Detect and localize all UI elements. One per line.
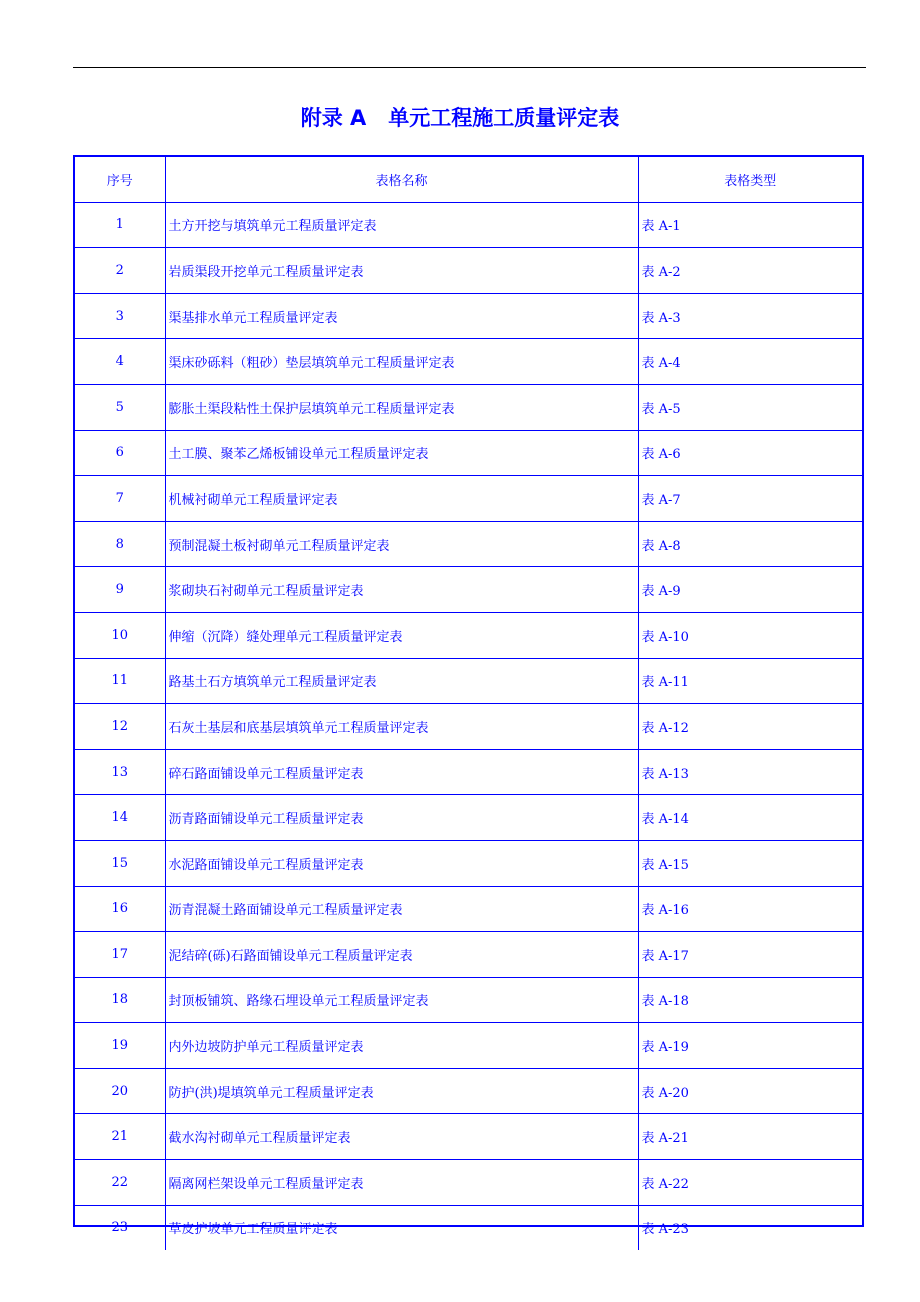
table-row [75,293,862,339]
row-form-name: 伸缩（沉降）缝处理单元工程质量评定表 [165,612,638,658]
row-seq: 13 [75,749,165,795]
row-form-type: 表 A-23 [638,1205,862,1250]
row-form-type: 表 A-22 [638,1160,862,1206]
row-seq: 14 [75,795,165,841]
table-row [75,749,862,795]
row-form-type: 表 A-2 [638,248,862,294]
row-seq: 15 [75,840,165,886]
row-seq: 7 [75,476,165,522]
row-seq: 18 [75,977,165,1023]
row-seq: 1 [75,202,165,248]
row-seq: 21 [75,1114,165,1160]
row-form-name: 膨胀土渠段粘性土保护层填筑单元工程质量评定表 [165,384,638,430]
page-title: 附录 A 单元工程施工质量评定表 [300,106,620,130]
form-table [75,157,862,1250]
row-seq: 9 [75,567,165,613]
row-form-type: 表 A-18 [638,977,862,1023]
row-seq: 17 [75,932,165,978]
row-form-name: 水泥路面铺设单元工程质量评定表 [165,840,638,886]
row-form-type: 表 A-11 [638,658,862,704]
header-name: 表格名称 [165,157,638,202]
row-form-type: 表 A-16 [638,886,862,932]
row-form-type: 表 A-6 [638,430,862,476]
row-seq: 2 [75,248,165,294]
table-row [75,1160,862,1206]
row-form-name: 机械衬砌单元工程质量评定表 [165,476,638,522]
row-seq: 5 [75,384,165,430]
row-form-name: 草皮护坡单元工程质量评定表 [165,1205,638,1250]
table-row [75,1068,862,1114]
header-rule [73,67,866,68]
row-form-name: 防护(洪)堤填筑单元工程质量评定表 [165,1068,638,1114]
row-form-name: 沥青路面铺设单元工程质量评定表 [165,795,638,841]
header-seq: 序号 [75,157,165,202]
row-seq: 19 [75,1023,165,1069]
row-form-name: 浆砌块石衬砌单元工程质量评定表 [165,567,638,613]
row-form-name: 截水沟衬砌单元工程质量评定表 [165,1114,638,1160]
row-form-name: 土方开挖与填筑单元工程质量评定表 [165,202,638,248]
row-form-name: 渠基排水单元工程质量评定表 [165,293,638,339]
row-form-name: 渠床砂砾料（粗砂）垫层填筑单元工程质量评定表 [165,339,638,385]
table-row [75,384,862,430]
row-seq: 23 [75,1205,165,1250]
row-form-type: 表 A-14 [638,795,862,841]
table-row [75,795,862,841]
row-form-type: 表 A-20 [638,1068,862,1114]
table-row [75,339,862,385]
row-form-name: 石灰土基层和底基层填筑单元工程质量评定表 [165,704,638,750]
table-row [75,521,862,567]
row-seq: 10 [75,612,165,658]
table-row [75,886,862,932]
row-seq: 22 [75,1160,165,1206]
row-form-name: 岩质渠段开挖单元工程质量评定表 [165,248,638,294]
row-form-name: 泥结碎(砾)石路面铺设单元工程质量评定表 [165,932,638,978]
row-form-type: 表 A-1 [638,202,862,248]
row-form-type: 表 A-19 [638,1023,862,1069]
table-row [75,1205,862,1250]
table-row [75,932,862,978]
row-form-name: 土工膜、聚苯乙烯板铺设单元工程质量评定表 [165,430,638,476]
table-row [75,658,862,704]
table-row [75,430,862,476]
row-form-type: 表 A-5 [638,384,862,430]
table-row [75,202,862,248]
row-form-type: 表 A-12 [638,704,862,750]
row-seq: 4 [75,339,165,385]
row-form-type: 表 A-8 [638,521,862,567]
row-form-type: 表 A-17 [638,932,862,978]
row-form-name: 路基土石方填筑单元工程质量评定表 [165,658,638,704]
table-row [75,704,862,750]
table-row [75,977,862,1023]
row-form-type: 表 A-21 [638,1114,862,1160]
header-type: 表格类型 [638,157,862,202]
row-form-type: 表 A-3 [638,293,862,339]
row-form-name: 预制混凝土板衬砌单元工程质量评定表 [165,521,638,567]
table-row [75,840,862,886]
row-seq: 8 [75,521,165,567]
table-header-row [75,157,862,202]
table-row [75,1023,862,1069]
row-seq: 16 [75,886,165,932]
row-form-type: 表 A-4 [638,339,862,385]
row-form-type: 表 A-7 [638,476,862,522]
row-form-type: 表 A-13 [638,749,862,795]
row-form-type: 表 A-9 [638,567,862,613]
table-row [75,612,862,658]
table-row [75,476,862,522]
row-seq: 3 [75,293,165,339]
table-row [75,567,862,613]
row-form-name: 碎石路面铺设单元工程质量评定表 [165,749,638,795]
row-form-type: 表 A-15 [638,840,862,886]
row-seq: 20 [75,1068,165,1114]
row-form-type: 表 A-10 [638,612,862,658]
row-form-name: 隔离网栏架设单元工程质量评定表 [165,1160,638,1206]
table-row [75,248,862,294]
table-body [75,202,862,1250]
row-seq: 6 [75,430,165,476]
row-seq: 11 [75,658,165,704]
row-form-name: 内外边坡防护单元工程质量评定表 [165,1023,638,1069]
form-table-frame [73,155,864,1238]
row-form-name: 沥青混凝土路面铺设单元工程质量评定表 [165,886,638,932]
row-form-name: 封顶板铺筑、路缘石埋设单元工程质量评定表 [165,977,638,1023]
table-row [75,1114,862,1160]
row-seq: 12 [75,704,165,750]
